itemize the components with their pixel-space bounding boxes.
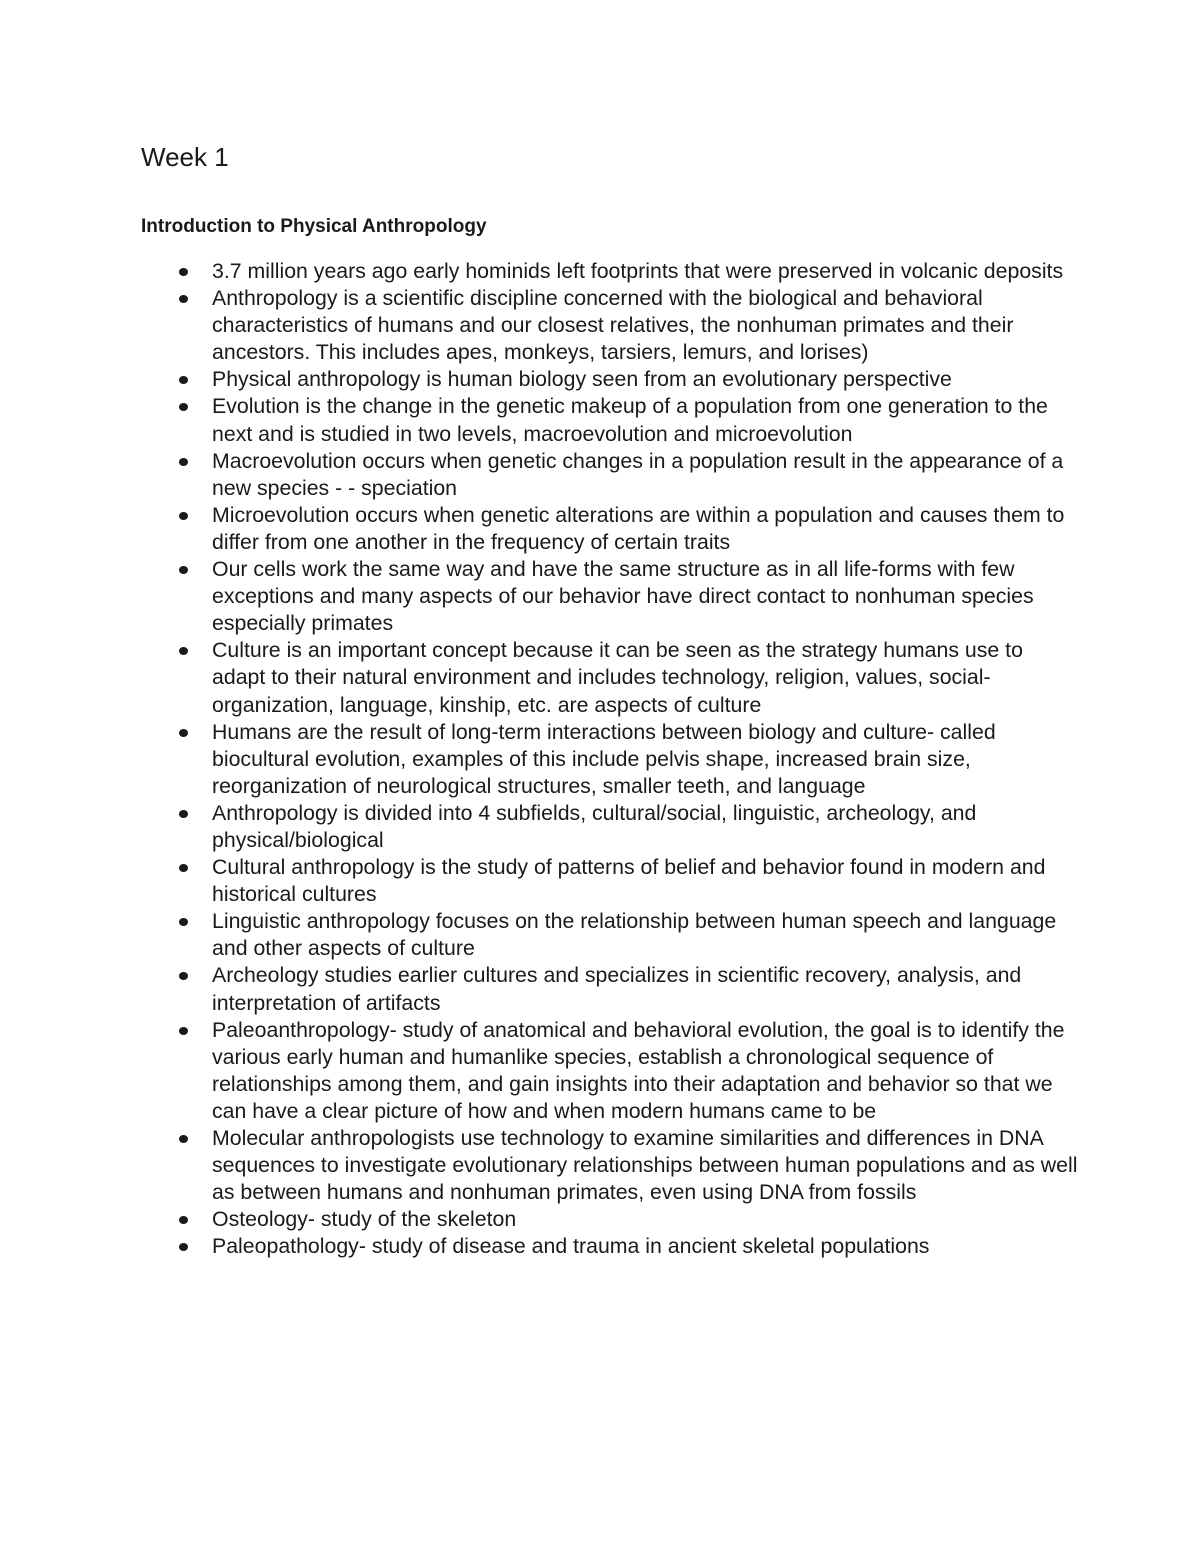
list-item	[212, 1233, 1082, 1260]
list-item	[212, 800, 1082, 854]
bullet-dot-icon	[179, 972, 188, 980]
list-item-text: Cultural anthropology is the study of patterns of belief and behavior found in modern and historical cultures	[212, 855, 1046, 907]
bullet-dot-icon	[179, 295, 188, 303]
bullet-dot-icon	[179, 403, 188, 411]
list-item	[212, 1017, 1082, 1125]
bullet-dot-icon	[179, 1135, 188, 1143]
bullet-dot-icon	[179, 918, 188, 926]
list-item	[212, 285, 1082, 366]
bullet-dot-icon	[179, 647, 188, 655]
list-item	[212, 962, 1082, 1016]
list-item-text: 3.7 million years ago early hominids left footprints that were preserved in volcanic deposits	[212, 259, 1064, 283]
list-item-text: Humans are the result of long-term interactions between biology and culture- called biocultural evolution, examples of this include pelvis shape, increased brain size, reorganization of neurological structures, smaller teeth, and language	[212, 719, 996, 798]
list-item	[212, 908, 1082, 962]
list-item	[212, 1125, 1082, 1206]
list-item	[212, 719, 1082, 800]
list-item	[212, 854, 1082, 908]
list-item-text: Our cells work the same way and have the same structure as in all life-forms with few exceptions and many aspects of our behavior have direct contact to nonhuman species especially primates	[212, 557, 1034, 636]
bullet-dot-icon	[179, 1027, 188, 1035]
list-item-text: Evolution is the change in the genetic makeup of a population from one generation to the next and is studied in two levels, macroevolution and microevolution	[212, 394, 1048, 446]
list-item	[212, 366, 1082, 393]
section-subtitle: Introduction to Physical Anthropology	[141, 216, 487, 237]
list-item-text: Anthropology is divided into 4 subfields, cultural/social, linguistic, archeology, and physical/biological	[212, 800, 977, 852]
notes-bullet-list	[212, 258, 1082, 1260]
bullet-dot-icon	[179, 729, 188, 737]
list-item-text: Paleoanthropology- study of anatomical and behavioral evolution, the goal is to identify the various early human and humanlike species, establish a chronological sequence of relationships among them, and gain insights into their adaptation and behavior so that we can have a clear picture of how and when modern humans came to be	[212, 1017, 1065, 1123]
list-item	[212, 393, 1082, 447]
list-item-text: Physical anthropology is human biology seen from an evolutionary perspective	[212, 367, 952, 392]
list-item	[212, 1206, 1082, 1233]
list-item-text: Linguistic anthropology focuses on the relationship between human speech and language and other aspects of culture	[212, 909, 1057, 961]
list-item-text: Anthropology is a scientific discipline concerned with the biological and behavioral characteristics of humans and our closest relatives, the nonhuman primates and their ancestors. This includes apes, monkeys, tarsiers, lemurs, and lorises)	[212, 286, 1014, 365]
bullet-dot-icon	[179, 1216, 188, 1224]
list-item-text: Microevolution occurs when genetic alterations are within a population and causes them to differ from one another in the frequency of certain traits	[212, 502, 1065, 554]
list-item-text: Macroevolution occurs when genetic changes in a population result in the appearance of a new species - - speciation	[212, 448, 1064, 500]
list-item	[212, 448, 1082, 502]
list-item-text: Osteology- study of the skeleton	[212, 1207, 517, 1232]
list-item	[212, 502, 1082, 556]
list-item	[212, 556, 1082, 637]
list-item-text: Archeology studies earlier cultures and specializes in scientific recovery, analysis, and interpretation of artifacts	[212, 963, 1022, 1015]
list-item-text: Molecular anthropologists use technology to examine similarities and differences in DNA sequences to investigate evolutionary relationships between human populations and as well as between humans and nonhuman primates, even using DNA from fossils	[212, 1126, 1078, 1205]
list-item	[212, 637, 1082, 718]
bullet-dot-icon	[179, 512, 188, 520]
list-item	[212, 258, 1082, 285]
bullet-dot-icon	[179, 810, 188, 818]
bullet-dot-icon	[179, 268, 188, 276]
bullet-dot-icon	[179, 376, 188, 384]
list-item-text: Paleopathology- study of disease and trauma in ancient skeletal populations	[212, 1234, 930, 1259]
bullet-dot-icon	[179, 864, 188, 872]
bullet-dot-icon	[179, 1243, 188, 1251]
bullet-dot-icon	[179, 458, 188, 466]
list-item-text: Culture is an important concept because it can be seen as the strategy humans use to adapt to their natural environment and includes technology, religion, values, social-organization, language, kinship, etc. are aspects of culture	[212, 638, 1023, 717]
page-title: Week 1	[141, 142, 229, 172]
bullet-dot-icon	[179, 566, 188, 574]
